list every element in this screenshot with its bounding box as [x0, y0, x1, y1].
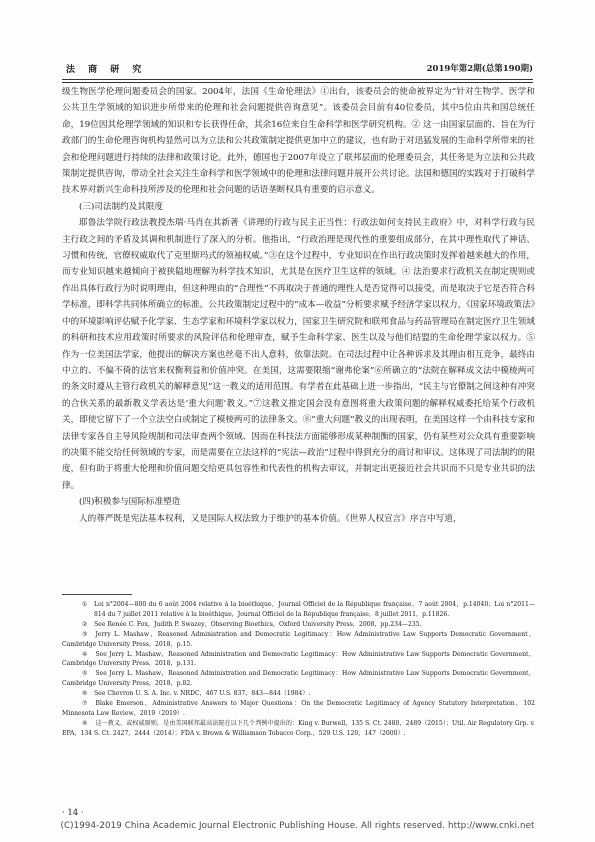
footnote	[62, 620, 535, 630]
copyright-notice: (C)1994-2019 China Academic Journal Electronic Publishing House. All rights reserved. http://www.cnki.net	[60, 821, 535, 831]
issue-info: 2019年第2期(总第190期)	[426, 64, 533, 74]
footnote-marker: ①	[82, 601, 88, 608]
section-heading: (四)积极参与国际标准塑造	[79, 497, 181, 508]
footnote	[62, 699, 535, 719]
footnote	[62, 689, 535, 699]
footnote-text: See Renée C. Fox，Judith P. Swazey，Observing Bioethics，Oxford University Press，2008，pp.234—235.	[94, 620, 422, 628]
footnote-marker: ⑥	[82, 690, 88, 698]
journal-name: 法 商 研 究	[66, 65, 147, 75]
running-header	[62, 62, 533, 78]
footnote-marker: ③	[82, 630, 88, 638]
footnote-text: Blake Emerson，Administrative Answers to Major Questions：On the Democratic Legitimacy of Agency Statutory Interpretation，102 Minnesota Law Review，2019（2019）.	[62, 700, 535, 717]
footnote-rule	[62, 594, 132, 595]
body-paragraph: 级生物医学伦理问题委员会的国家。2004年，法国《生命伦理法》①出台，该委员会的使命被界定为“针对生物学、医学和公共卫生学领域的知识进步所带来的伦理和社会问题提供咨询意见”。该委员会目前有40位委员，其中5位由共和国总统任命，19位因其伦理学领域的知识和专长获得任命，其余16位来自生命科学和医学研究机构。② 这一由国家层面的、旨在为行政部门的生命伦理咨询机构显然可以为立法和公共政策制定提供更加中立的建议，也有助于对迅猛发展的生命科学所带来的社会和伦理问题进行持续的法律和政策讨论。此外，德国也于2007年设立了联邦层面的伦理委员会，其任务是为立法和公共政策制定提供咨询，带动全社会关注生命科学和医学领域中的伦理和法律问题并展开公共讨论。法国和德国的实践对于打破科学技术界对新兴生命科技所涉及的伦理和社会问题的话语垄断权具有重要的启示意义。	[62, 87, 535, 196]
main-text	[62, 84, 535, 527]
header-rule	[62, 79, 533, 83]
footnote	[62, 719, 535, 739]
footnote-text: Jerry L. Mashaw，Reasoned Administration and Democratic Legitimacy：How Administrative Law Supports Democratic Government，Cambridge University Press，2018，p.15.	[62, 630, 535, 648]
footnote	[62, 650, 535, 670]
body-paragraph: 耶鲁法学院行政法教授杰瑞·马肖在其新著《讲理的行政与民主正当性：行政法如何支持民主政府》中，对科学行政与民主行政之间的矛盾及其调和机制进行了深入的分析。他指出，“行政治理是现代性的重要组成部分，在其中理性取代了神话、习惯和传统，官僚权威取代了克里斯玛式的领袖权威。”③在这个过程中，专业知识在作出行政决策时发挥着越来越大的作用，而专业知识越来越倾向于被狭隘地理解为科学技术知识，尤其是在医疗卫生这样的领域。④ 法治要求行政机关在制定规则或作出具体行政行为时说明理由，但这种理由的“合理性”不再取决于普通的理性人是否觉得可以接受，而是取决于它是否符合科学标准，即科学共同体所确立的标准。公共政策制定过程中的“成本—收益”分析要求赋予经济学家以权力，《国家环境政策法》中的环境影响评估赋予化学家、生态学家和环境科学家以权力，国家卫生研究院和联邦食品与药品管理局在制定医疗卫生领域的科研和技术应用政策时所要求的风险评估和伦理审查，赋予生命科学家、医生以及与他们结盟的生命伦理学家以权力。⑤ 作为一位美国法学家，他提出的解决方案也丝毫不出人意料，依靠法院。在司法过程中让各种诉求及其理由相互竞争，最终由中立的、不偏不倚的法官来权衡利益和价值冲突。在美国，这需要限缩“谢弗伦案”⑥所确立的“法院在解释成文法中模棱两可的条文时遵从主管行政机关的解释意见”这一教义的适用范围。有学者在此基础上进一步指出，“民主与官僚制之间这种有冲突的合伙关系的最新教义学表达是‘重大问题’教义。”⑦这教义推定国会没有意图将重大政策问题的解释权威委托给某个行政机关，即使它留下了一个立法空白或制定了模棱两可的法律条文。⑧“重大问题”教义的出现表明，在美国这样一个由科技专家和法律专家各自主导风险规制和司法审查两个领域、因而在科技法方面能够形成某种制衡的国家，仍有某些对公众具有重要影响的决策不能交给任何领域的专家，而是需要在立法这样的“宪法—政治”过程中得到充分的商讨和审议。这体现了司法制约的限度，但有助于将重大伦理和价值问题交给更具包容性和代表性的机构去审议，并制定出更接近社会共识而不只是专业共识的法律。	[62, 218, 535, 491]
footnotes	[62, 600, 535, 739]
footnote	[62, 669, 535, 689]
footnote-marker: ⑤	[82, 670, 88, 678]
body-paragraph: 人的尊严既是宪法基本权利，又是国际人权法致力于维护的基本价值。《世界人权宣言》序言中写道，	[79, 513, 462, 524]
footnote-marker: ⑦	[82, 700, 88, 708]
footnote-marker: ②	[82, 620, 88, 628]
footnote-text: See Chevron U. S. A. Inc. v. NRDC，467 U.S. 837，843—844（1984）.	[94, 690, 311, 698]
footnote-text: See Jerry L. Mashaw，Reasoned Administration and Democratic Legitimacy：How Administrative Law Supports Democratic Government，Cambridge University Press，2018，p.131.	[62, 650, 535, 668]
footnote-marker: ④	[82, 650, 88, 658]
footnote	[62, 600, 535, 620]
footnote-text: 这一教义，或权威原则，是由美国联邦最高法院在以下几个判例中提出的：King v. Burwell，135 S. Ct. 2480，2489（2015）；Util. Air Regulatory Grp. v. EPA，134 S. Ct. 2427，2444（2014）；FDA v. Brown & Williamson Tobacco Corp.，529 U.S. 120，147（2000）.	[62, 719, 535, 737]
page-number: · 14 ·	[62, 808, 84, 818]
footnote-text: Loi n°2004—800 du 6 août 2004 relative à la bioéthique，Journal Officiel de la République française，7 août 2004，p.14040；Loi n°2011—814 du 7 juillet 2011 relative à la bioéthique，Journal Officiel de la République française，8 juillet 2011，p.11826.	[94, 601, 535, 618]
footnote	[62, 630, 535, 650]
section-heading: (三)司法制约及其限度	[79, 201, 164, 212]
footnote-text: See Jerry L. Mashaw，Reasoned Administration and Democratic Legitimacy：How Administrative Law Supports Democratic Government，Cambridge University Press，2018，p.82.	[62, 670, 535, 688]
footnote-marker: ⑧	[82, 719, 88, 727]
